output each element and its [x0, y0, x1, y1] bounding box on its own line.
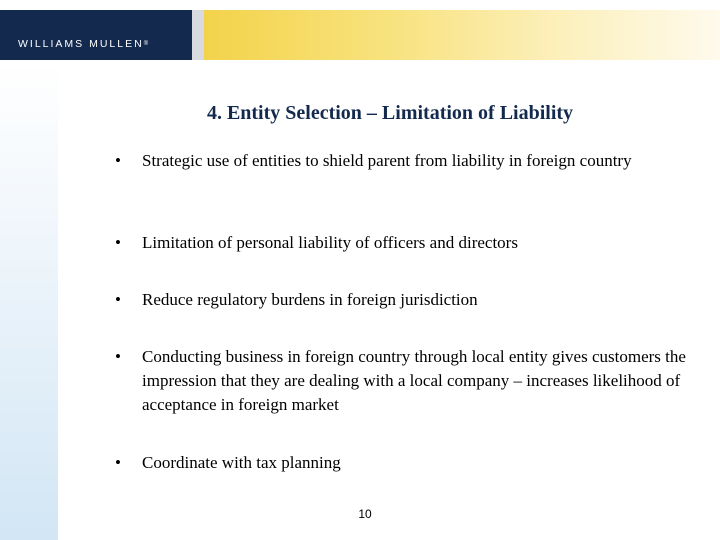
- slide-title: 4. Entity Selection – Limitation of Liability: [206, 102, 574, 124]
- header-divider-strip: [192, 10, 204, 60]
- bullet-symbol: •: [115, 151, 121, 170]
- registered-mark: ®: [143, 41, 149, 47]
- bullet-symbol: •: [115, 453, 121, 472]
- side-gradient-band: [0, 60, 58, 540]
- bullet-item: [115, 149, 695, 173]
- bullet-text: Conducting business in foreign country through local entity gives customers the impression that they are dealing with a local company – increases likelihood of acceptance in foreign market: [142, 347, 686, 414]
- bullet-text: Limitation of personal liability of officers and directors: [142, 233, 518, 252]
- bullet-symbol: •: [115, 290, 121, 309]
- bullet-text: Coordinate with tax planning: [142, 453, 341, 472]
- bullet-text: Strategic use of entities to shield parent from liability in foreign country: [142, 151, 632, 170]
- bullet-symbol: •: [115, 233, 121, 252]
- bullet-symbol: •: [115, 347, 121, 366]
- page-number: 10: [358, 507, 372, 521]
- bullet-text: Reduce regulatory burdens in foreign jurisdiction: [142, 290, 478, 309]
- logo-text: WILLIAMS MULLEN: [18, 38, 144, 50]
- bullet-item: [115, 345, 695, 417]
- logo: [18, 37, 148, 51]
- logo-bar: [0, 10, 192, 60]
- bullet-item: [115, 231, 695, 255]
- bullet-item: [115, 288, 695, 312]
- header-accent-band: [204, 10, 720, 60]
- bullet-item: [115, 451, 695, 475]
